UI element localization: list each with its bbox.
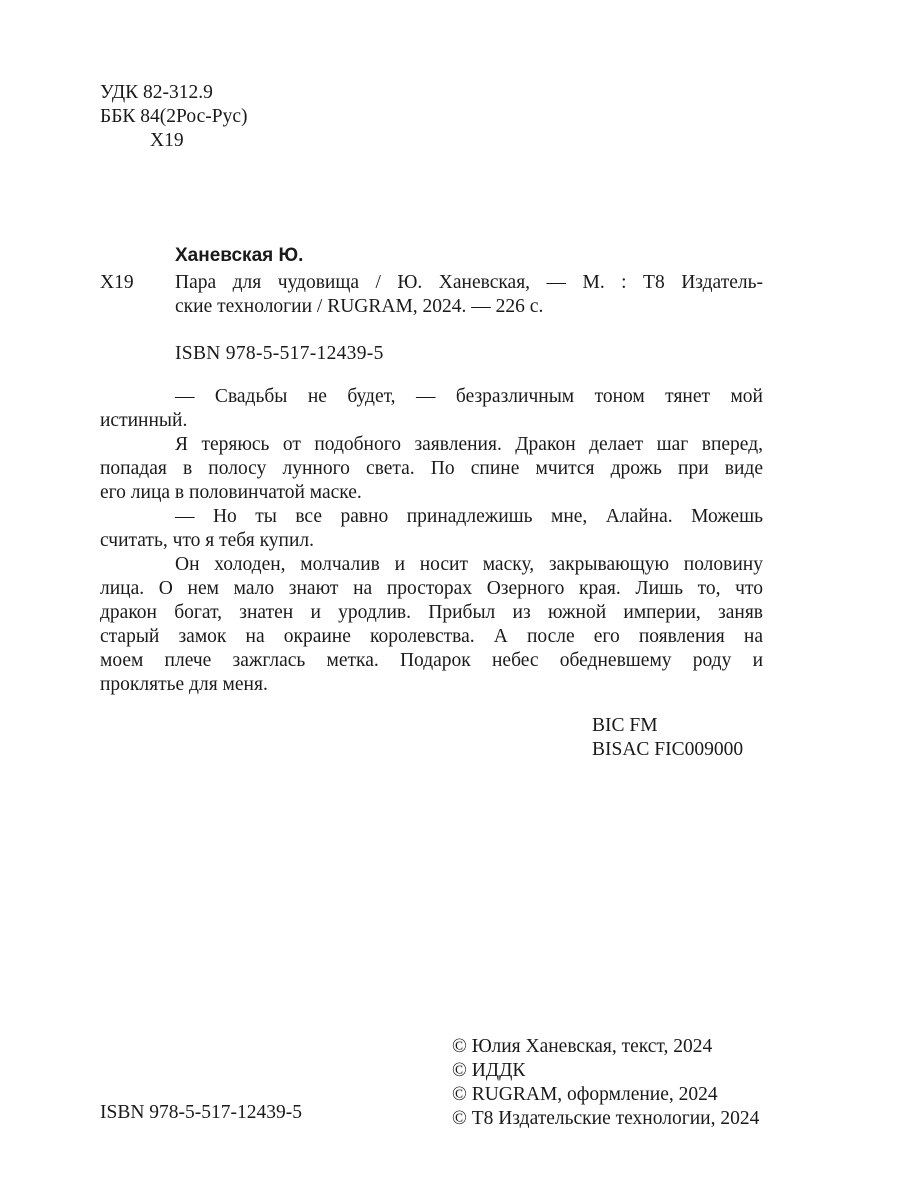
annotation-line: — Но ты все равно принадлежишь мне, Алайна. Можешь bbox=[175, 506, 763, 527]
udk-code: УДК 82-312.9 bbox=[100, 82, 213, 103]
bisac-code: BISAC FIC009000 bbox=[592, 739, 744, 760]
bibliographic-line: Пара для чудовища / Ю. Ханевская, — М. : Т8 Издатель- bbox=[175, 272, 763, 293]
bibliographic-line: ские технологии / RUGRAM, 2024. — 226 с. bbox=[175, 296, 544, 317]
author-mark: Х19 bbox=[150, 130, 184, 151]
annotation-line: дракон богат, знатен и уродлив. Прибыл из южной империи, заняв bbox=[100, 602, 763, 623]
bibliographic-description bbox=[175, 271, 763, 319]
annotation-line: его лица в половинчатой маске. bbox=[100, 482, 362, 503]
annotation-line: — Свадьбы не будет, — безразличным тоном тянет мой bbox=[175, 386, 763, 407]
annotation bbox=[100, 385, 763, 697]
author-code: Х19 bbox=[100, 272, 134, 293]
annotation-line: попадая в полосу лунного света. По спине мчится дрожь при виде bbox=[100, 458, 763, 479]
annotation-paragraph bbox=[100, 505, 763, 553]
copyright-line: © Юлия Ханевская, текст, 2024 bbox=[452, 1036, 713, 1057]
annotation-line: Он холоден, молчалив и носит маску, закрывающую половину bbox=[175, 554, 763, 575]
copyright-line: © ИДДК bbox=[452, 1060, 526, 1081]
copyright-block bbox=[452, 1035, 772, 1131]
annotation-line: проклятье для меня. bbox=[100, 674, 268, 695]
isbn-bottom: ISBN 978-5-517-12439-5 bbox=[100, 1102, 303, 1123]
author-name: Ханевская Ю. bbox=[175, 245, 304, 266]
copyright-line: © RUGRAM, оформление, 2024 bbox=[452, 1084, 718, 1105]
classification-block bbox=[100, 81, 400, 153]
subject-codes bbox=[592, 714, 743, 762]
bbk-code: ББК 84(2Рос-Рус) bbox=[100, 106, 248, 127]
annotation-paragraph bbox=[100, 433, 763, 505]
annotation-line: истинный. bbox=[100, 410, 188, 431]
bic-code: BIC FM bbox=[592, 715, 658, 736]
annotation-paragraph bbox=[100, 385, 763, 433]
copyright-line: © Т8 Издательские технологии, 2024 bbox=[452, 1108, 760, 1129]
annotation-line: Я теряюсь от подобного заявления. Дракон делает шаг вперед, bbox=[175, 434, 763, 455]
annotation-line: лица. О нем мало знают на просторах Озерного края. Лишь то, что bbox=[100, 578, 763, 599]
annotation-paragraph bbox=[100, 553, 763, 697]
annotation-line: старый замок на окраине королевства. А после его появления на bbox=[100, 626, 763, 647]
annotation-line: считать, что я тебя купил. bbox=[100, 530, 315, 551]
annotation-line: моем плече зажглась метка. Подарок небес обедневшему роду и bbox=[100, 650, 763, 671]
isbn-main: ISBN 978-5-517-12439-5 bbox=[175, 343, 384, 364]
